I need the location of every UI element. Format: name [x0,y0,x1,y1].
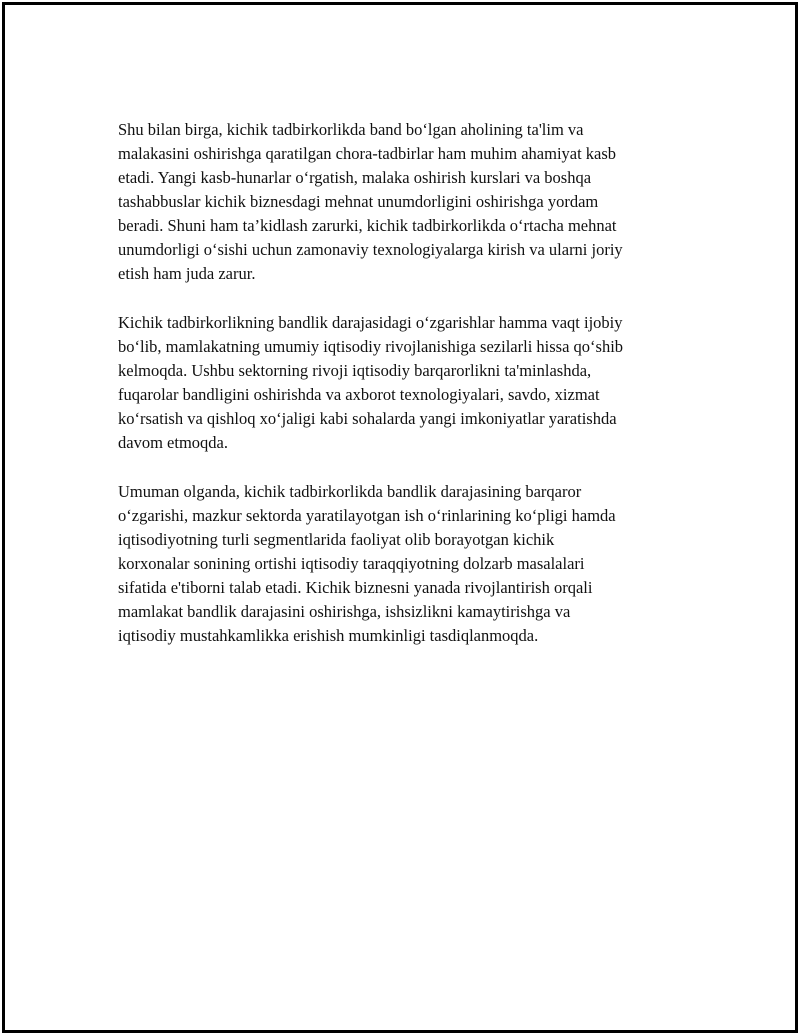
text-line: fuqarolar bandligini oshirishda va axborot texnologiyalari, savdo, xizmat [118,385,600,404]
text-line: beradi. Shuni ham ta’kidlash zarurki, kichik tadbirkorlikda o‘rtacha mehnat [118,216,617,235]
paragraph-1 [118,118,738,286]
text-line: bo‘lib, mamlakatning umumiy iqtisodiy rivojlanishiga sezilarli hissa qo‘shib [118,337,624,356]
text-line: mamlakat bandlik darajasini oshirishga, ishsizlikni kamaytirishga va [118,602,571,621]
text-line: unumdorligi o‘sishi uchun zamonaviy texnologiyalarga kirish va ularni joriy [118,240,623,259]
paragraph-3 [118,480,738,648]
text-line: korxonalar sonining ortishi iqtisodiy taraqqiyotning dolzarb masalalari [118,554,585,573]
text-line: malakasini oshirishga qaratilgan chora-tadbirlar ham muhim ahamiyat kasb [118,144,617,163]
text-line: etish ham juda zarur. [118,264,256,283]
text-line: tashabbuslar kichik biznesdagi mehnat unumdorligini oshirishga yordam [118,192,599,211]
document-body [118,118,738,673]
text-line: iqtisodiyotning turli segmentlarida faoliyat olib borayotgan kichik [118,530,555,549]
text-line: kelmoqda. Ushbu sektorning rivoji iqtisodiy barqarorlikni ta'minlashda, [118,361,592,380]
text-line: ko‘rsatish va qishloq xo‘jaligi kabi sohalarda yangi imkoniyatlar yaratishda [118,409,617,428]
text-line: etadi. Yangi kasb-hunarlar o‘rgatish, malaka oshirish kurslari va boshqa [118,168,592,187]
text-line: o‘zgarishi, mazkur sektorda yaratilayotgan ish o‘rinlarining ko‘pligi hamda [118,506,616,525]
text-line: davom etmoqda. [118,433,228,452]
text-line: Umuman olganda, kichik tadbirkorlikda bandlik darajasining barqaror [118,482,582,501]
text-line: iqtisodiy mustahkamlikka erishish mumkinligi tasdiqlanmoqda. [118,626,539,645]
text-line: Kichik tadbirkorlikning bandlik darajasidagi o‘zgarishlar hamma vaqt ijobiy [118,313,623,332]
text-line: Shu bilan birga, kichik tadbirkorlikda band bo‘lgan aholining ta'lim va [118,120,584,139]
paragraph-2 [118,311,738,455]
text-line: sifatida e'tiborni talab etadi. Kichik biznesni yanada rivojlantirish orqali [118,578,593,597]
